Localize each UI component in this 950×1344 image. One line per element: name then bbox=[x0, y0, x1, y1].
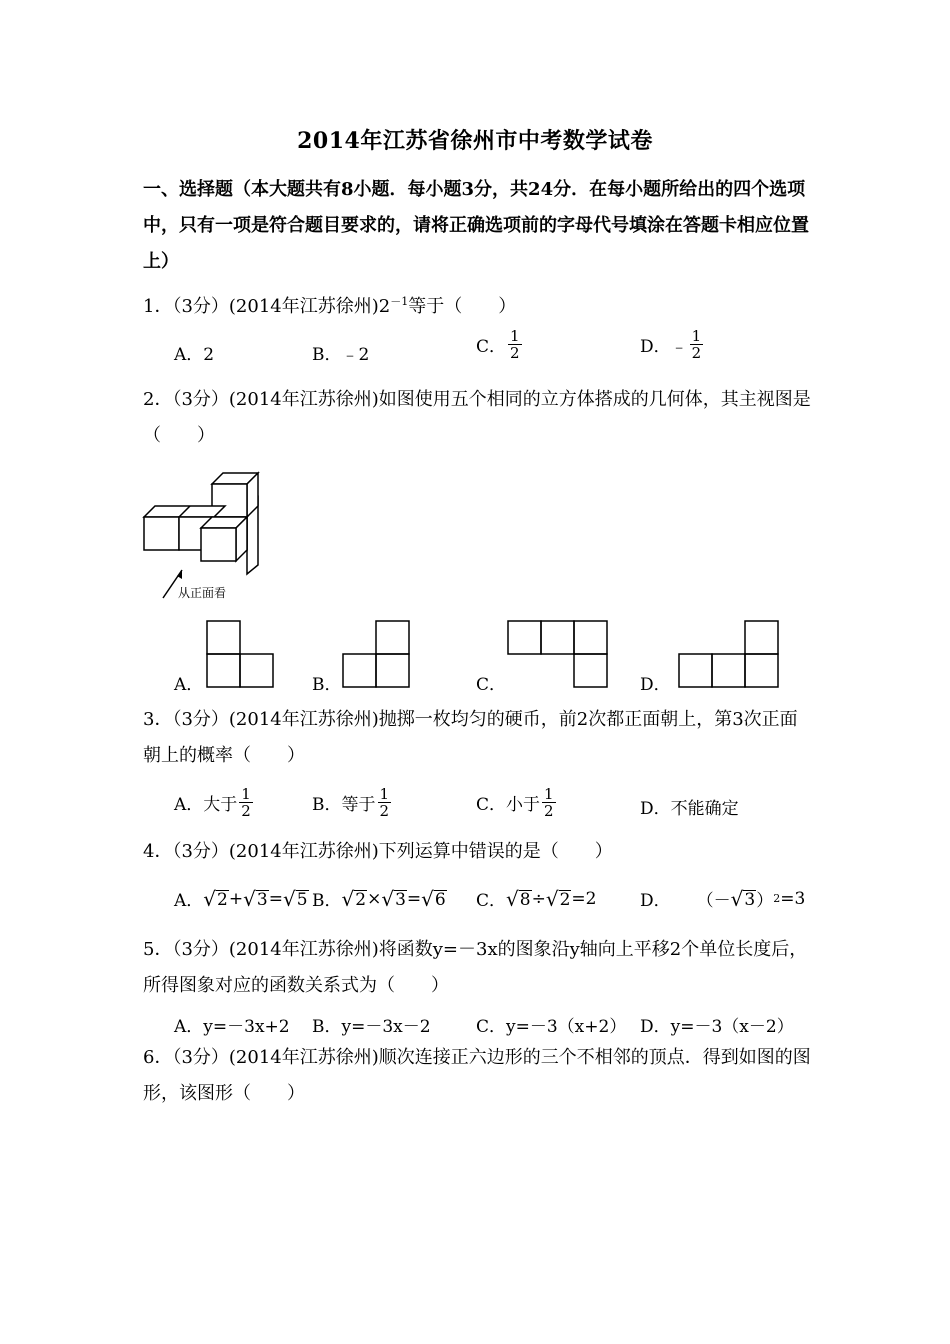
q4-option-b[interactable]: B． √ 2 × √ 3 = √ 6 bbox=[312, 886, 446, 911]
cube-front-face bbox=[144, 517, 179, 550]
question-3: 3．（3分）(2014年江苏徐州)抛掷一枚均匀的硬币，前2次都正面朝上，第3次正面朝上的概率（ ） bbox=[143, 709, 798, 766]
q4-option-c[interactable]: C． √ 8 ÷ √ 2 =2 bbox=[476, 886, 597, 911]
q2-solid-figure bbox=[138, 466, 268, 606]
q1-tail: 等于（ ） bbox=[408, 296, 517, 317]
question-5: 5．（3分）(2014年江苏徐州)将函数y=－3x的图象沿y轴向上平移2个单位长度后，所得图象对应的函数关系式为（ ） bbox=[143, 939, 808, 996]
q3-option-b[interactable]: B．等于 $\frac{1}{2}$ bbox=[312, 785, 390, 820]
q3-option-a[interactable]: A．大于 $\frac{1}{2}$ bbox=[174, 785, 251, 820]
view-direction-label: 从正面看 bbox=[178, 586, 227, 600]
q1-c-fraction: $\frac{1}{2}$ bbox=[510, 327, 520, 362]
q1-option-b[interactable]: B．﹣2 bbox=[312, 345, 370, 365]
q2-view-options bbox=[200, 617, 800, 689]
q5-option-b[interactable]: B．y=－3x－2 bbox=[312, 1017, 431, 1037]
q2-option-b[interactable]: B． bbox=[312, 675, 342, 695]
q4-option-a[interactable]: A． √ 2 + √ 3 = √ 5 bbox=[174, 886, 308, 911]
q5-option-a[interactable]: A．y=－3x+2 bbox=[174, 1017, 290, 1037]
q1-c-label: C． bbox=[476, 337, 507, 357]
question-4: 4．（3分）(2014年江苏徐州)下列运算中错误的是（ ） bbox=[143, 841, 613, 862]
q1-d-label: D．﹣ bbox=[640, 337, 688, 357]
page-title: 2014年江苏省徐州市中考数学试卷 bbox=[297, 128, 653, 154]
view-b-shape bbox=[343, 621, 409, 687]
cube-front-face bbox=[201, 528, 236, 561]
section-heading: 一、选择题（本大题共有8小题．每小题3分，共24分．在每小题所给出的四个选项中，只有一项是符合题目要求的，请将正确选项前的字母代号填涂在答题卡相应位置上） bbox=[143, 179, 809, 272]
q1-d-fraction: $\frac{1}{2}$ bbox=[691, 327, 702, 362]
q1-option-a[interactable]: A．2 bbox=[174, 345, 215, 365]
view-a-shape bbox=[207, 621, 273, 687]
q1-stem: 1．（3分）(2014年江苏徐州)2 bbox=[143, 296, 391, 317]
q2-option-c[interactable]: C． bbox=[476, 675, 507, 695]
q5-option-c[interactable]: C．y=－3（x+2） bbox=[476, 1017, 627, 1037]
q4-option-d[interactable]: D． （－ √ 3 ） 2 =3 bbox=[640, 886, 806, 911]
q1-exponent: －1 bbox=[390, 295, 409, 308]
question-1 bbox=[143, 284, 813, 325]
question-6: 6．（3分）(2014年江苏徐州)顺次连接正六边形的三个不相邻的顶点．得到如图的图形，该图形（ ） bbox=[143, 1047, 811, 1104]
q2-option-d[interactable]: D． bbox=[640, 675, 671, 695]
q3-option-d[interactable]: D．不能确定 bbox=[640, 799, 739, 819]
view-c-shape bbox=[508, 621, 607, 687]
q5-option-d[interactable]: D．y=－3（x－2） bbox=[640, 1017, 794, 1037]
view-d-shape bbox=[679, 621, 778, 687]
q1-option-c[interactable] bbox=[476, 328, 524, 361]
question-2: 2．（3分）(2014年江苏徐州)如图使用五个相同的立方体搭成的几何体，其主视图是（ ） bbox=[143, 389, 811, 446]
q3-option-c[interactable]: C．小于 $\frac{1}{2}$ bbox=[476, 785, 554, 820]
q1-option-d[interactable] bbox=[640, 328, 705, 361]
q2-option-a[interactable]: A． bbox=[174, 675, 204, 695]
